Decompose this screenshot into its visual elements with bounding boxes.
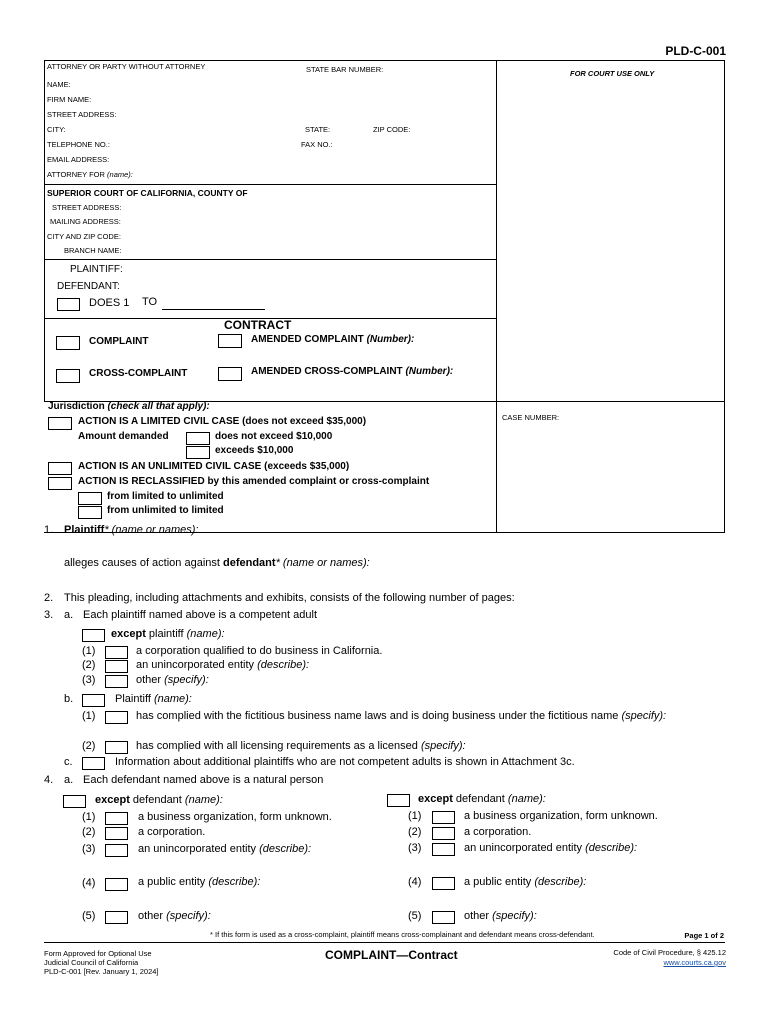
def-right-2-checkbox[interactable] bbox=[432, 827, 455, 840]
p3-2-checkbox[interactable] bbox=[105, 660, 128, 673]
p3-1-label: a corporation qualified to do business in California. bbox=[136, 645, 383, 657]
def-right-except-label: except defendant (name): bbox=[418, 793, 546, 805]
def-left-1-num: (1) bbox=[82, 811, 96, 823]
def-right-5-label: other (specify): bbox=[464, 910, 537, 922]
street-label: STREET ADDRESS: bbox=[47, 110, 117, 119]
firm-label: FIRM NAME: bbox=[47, 95, 92, 104]
footer-title: COMPLAINT—Contract bbox=[325, 948, 458, 962]
phone-label: TELEPHONE NO.: bbox=[47, 140, 110, 149]
case-number-label: CASE NUMBER: bbox=[502, 413, 560, 422]
item-1-label: Plaintiff* (name or names): bbox=[64, 524, 199, 536]
court-title: SUPERIOR COURT OF CALIFORNIA, COUNTY OF bbox=[47, 188, 248, 198]
item-3b-letter: b. bbox=[64, 693, 74, 705]
court-street-label: STREET ADDRESS: bbox=[52, 203, 122, 212]
alleges-label: alleges causes of action against defendant* (name or names): bbox=[64, 557, 370, 569]
lim-to-unlim-checkbox[interactable] bbox=[78, 492, 102, 505]
court-use-label: FOR COURT USE ONLY bbox=[570, 69, 655, 78]
def-right-1-label: a business organization, form unknown. bbox=[464, 810, 658, 822]
does-to-field[interactable] bbox=[162, 309, 265, 310]
form-number: PLD-C-001 bbox=[665, 44, 726, 58]
p3b-2-num: (2) bbox=[82, 740, 96, 752]
def-right-3-checkbox[interactable] bbox=[432, 843, 455, 856]
p3b-1-checkbox[interactable] bbox=[105, 711, 128, 724]
natural-label: Each defendant named above is a natural person bbox=[83, 774, 324, 786]
does-label: DOES 1 bbox=[89, 297, 130, 309]
def-left-4-checkbox[interactable] bbox=[105, 878, 128, 891]
def-left-2-label: a corporation. bbox=[138, 826, 206, 838]
p3b-checkbox[interactable] bbox=[82, 694, 105, 707]
contract-heading: CONTRACT bbox=[224, 318, 292, 332]
footer-approved-3: PLD-C-001 [Rev. January 1, 2024] bbox=[44, 967, 159, 976]
p3b-2-label: has complied with all licensing requirements as a licensed (specify): bbox=[136, 740, 466, 752]
item-3-number: 3. bbox=[44, 609, 54, 621]
court-mailing-label: MAILING ADDRESS: bbox=[50, 217, 121, 226]
court-city-label: CITY AND ZIP CODE: bbox=[47, 232, 121, 241]
def-left-3-checkbox[interactable] bbox=[105, 844, 128, 857]
page-number: Page 1 of 2 bbox=[684, 931, 724, 940]
p3-3-label: other (specify): bbox=[136, 674, 209, 686]
attorney-label: ATTORNEY OR PARTY WITHOUT ATTORNEY bbox=[47, 62, 206, 71]
footer-code: Code of Civil Procedure, § 425.12 bbox=[613, 948, 726, 957]
p3-2-num: (2) bbox=[82, 659, 96, 671]
lim-to-unlim-label: from limited to unlimited bbox=[107, 491, 224, 502]
p3b-label: Plaintiff (name): bbox=[115, 693, 192, 705]
p3b-2-checkbox[interactable] bbox=[105, 741, 128, 754]
def-left-2-num: (2) bbox=[82, 826, 96, 838]
def-left-2-checkbox[interactable] bbox=[105, 827, 128, 840]
divider-1 bbox=[44, 184, 496, 185]
limited-label: ACTION IS A LIMITED CIVIL CASE (does not exceed $35,000) bbox=[78, 416, 367, 427]
p3c-checkbox[interactable] bbox=[82, 757, 105, 770]
item-4-number: 4. bbox=[44, 774, 54, 786]
exceeds-checkbox[interactable] bbox=[186, 446, 210, 459]
unlim-to-lim-label: from unlimited to limited bbox=[107, 505, 224, 516]
limited-checkbox[interactable] bbox=[48, 417, 72, 430]
def-right-4-num: (4) bbox=[408, 876, 422, 888]
def-right-5-checkbox[interactable] bbox=[432, 911, 455, 924]
footer-approved-1: Form Approved for Optional Use bbox=[44, 949, 152, 958]
not-exceed-checkbox[interactable] bbox=[186, 432, 210, 445]
p3-3-num: (3) bbox=[82, 674, 96, 686]
fax-label: FAX NO.: bbox=[301, 140, 333, 149]
p3-3-checkbox[interactable] bbox=[105, 675, 128, 688]
p3-2-label: an unincorporated entity (describe): bbox=[136, 659, 310, 671]
cross-complaint-checkbox[interactable] bbox=[56, 369, 80, 383]
def-left-except-label: except defendant (name): bbox=[95, 794, 223, 806]
def-left-3-num: (3) bbox=[82, 843, 96, 855]
p3c-label: Information about additional plaintiffs who are not competent adults is shown in Attachment 3c. bbox=[115, 756, 575, 768]
jurisdiction-title: Jurisdiction (check all that apply): bbox=[48, 401, 210, 412]
email-label: EMAIL ADDRESS: bbox=[47, 155, 110, 164]
p3b-1-label: has complied with the fictitious business name laws and is doing business under the fictitious name (specify): bbox=[136, 710, 667, 722]
attorney-for-label: ATTORNEY FOR (name): bbox=[47, 170, 133, 179]
defendant-label: DEFENDANT: bbox=[57, 281, 120, 292]
exceeds-label: exceeds $10,000 bbox=[215, 445, 294, 456]
p3-1-num: (1) bbox=[82, 645, 96, 657]
left-border bbox=[44, 60, 45, 402]
def-left-except-checkbox[interactable] bbox=[63, 795, 86, 808]
def-right-4-checkbox[interactable] bbox=[432, 877, 455, 890]
complaint-checkbox[interactable] bbox=[56, 336, 80, 350]
footer-url-link[interactable]: www.courts.ca.gov bbox=[663, 958, 726, 967]
def-right-3-num: (3) bbox=[408, 842, 422, 854]
reclassified-label: ACTION IS RECLASSIFIED by this amended complaint or cross-complaint bbox=[78, 476, 430, 487]
def-left-1-label: a business organization, form unknown. bbox=[138, 811, 332, 823]
name-label: NAME: bbox=[47, 80, 71, 89]
def-left-4-num: (4) bbox=[82, 877, 96, 889]
def-right-4-label: a public entity (describe): bbox=[464, 876, 587, 888]
def-left-1-checkbox[interactable] bbox=[105, 812, 128, 825]
reclassified-checkbox[interactable] bbox=[48, 477, 72, 490]
city-label: CITY: bbox=[47, 125, 66, 134]
item-1-number: 1. bbox=[44, 524, 54, 536]
item-4a-letter: a. bbox=[64, 774, 74, 786]
plaintiff-label: PLAINTIFF: bbox=[70, 264, 123, 275]
def-right-1-checkbox[interactable] bbox=[432, 811, 455, 824]
plaintiff-except-checkbox[interactable] bbox=[82, 629, 105, 642]
amended-cross-label: AMENDED CROSS-COMPLAINT (Number): bbox=[251, 366, 454, 377]
item-3c-letter: c. bbox=[64, 756, 73, 768]
def-left-5-checkbox[interactable] bbox=[105, 911, 128, 924]
to-label: TO bbox=[142, 296, 158, 308]
state-label: STATE: bbox=[305, 125, 331, 134]
top-border bbox=[44, 60, 725, 61]
def-right-2-label: a corporation. bbox=[464, 826, 532, 838]
right-border bbox=[724, 60, 725, 533]
amount-label: Amount demanded bbox=[78, 431, 169, 442]
def-left-4-label: a public entity (describe): bbox=[138, 876, 261, 888]
divider-2 bbox=[44, 259, 496, 260]
def-left-5-label: other (specify): bbox=[138, 910, 211, 922]
footer-approved-2: Judicial Council of California bbox=[44, 958, 139, 967]
cross-complaint-label: CROSS-COMPLAINT bbox=[89, 368, 188, 379]
footer-rule bbox=[44, 942, 725, 943]
court-branch-label: BRANCH NAME: bbox=[64, 246, 122, 255]
complaint-label: COMPLAINT bbox=[89, 336, 149, 347]
def-right-1-num: (1) bbox=[408, 810, 422, 822]
item-2-number: 2. bbox=[44, 592, 54, 604]
amended-complaint-label: AMENDED COMPLAINT (Number): bbox=[251, 334, 415, 345]
def-left-5-num: (5) bbox=[82, 910, 96, 922]
not-exceed-label: does not exceed $10,000 bbox=[215, 431, 333, 442]
plaintiff-except-label: except plaintiff (name): bbox=[111, 628, 225, 640]
zip-label: ZIP CODE: bbox=[373, 125, 411, 134]
state-bar-label: STATE BAR NUMBER: bbox=[306, 65, 384, 74]
def-right-2-num: (2) bbox=[408, 826, 422, 838]
unlimited-checkbox[interactable] bbox=[48, 462, 72, 475]
unlim-to-lim-checkbox[interactable] bbox=[78, 506, 102, 519]
unlimited-label: ACTION IS AN UNLIMITED CIVIL CASE (exceeds $35,000) bbox=[78, 461, 350, 472]
def-left-3-label: an unincorporated entity (describe): bbox=[138, 843, 312, 855]
amended-cross-checkbox[interactable] bbox=[218, 367, 242, 381]
def-right-5-num: (5) bbox=[408, 910, 422, 922]
competent-label: Each plaintiff named above is a competent adult bbox=[83, 609, 318, 621]
amended-complaint-checkbox[interactable] bbox=[218, 334, 242, 348]
pages-label: This pleading, including attachments and exhibits, consists of the following number of pages: bbox=[64, 592, 515, 604]
court-use-divider bbox=[496, 60, 497, 533]
p3b-1-num: (1) bbox=[82, 710, 96, 722]
def-right-except-checkbox[interactable] bbox=[387, 794, 410, 807]
def-right-3-label: an unincorporated entity (describe): bbox=[464, 842, 638, 854]
does-checkbox[interactable] bbox=[57, 298, 80, 311]
footnote: * If this form is used as a cross-complaint, plaintiff means cross-complainant and defendant means cross-defendant. bbox=[210, 930, 595, 939]
item-3a-letter: a. bbox=[64, 609, 74, 621]
p3-1-checkbox[interactable] bbox=[105, 646, 128, 659]
